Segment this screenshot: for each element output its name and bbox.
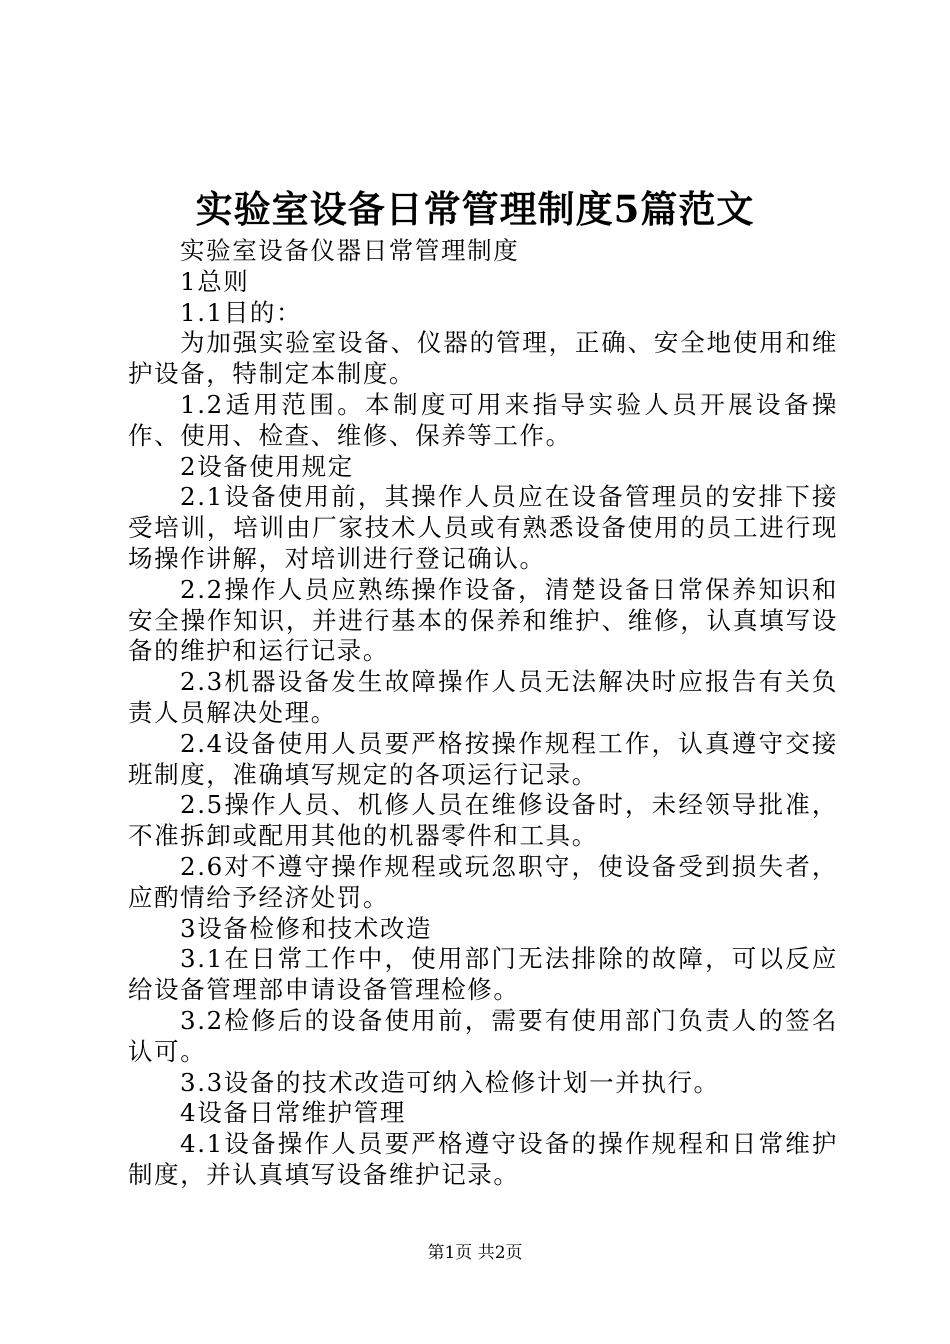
paragraph: 2.2操作人员应熟练操作设备，清楚设备日常保养知识和安全操作知识，并进行基本的保养和维护、维修，认真填写设备的维护和运行记录。 xyxy=(128,574,838,666)
section-heading: 3设备检修和技术改造 xyxy=(180,913,433,943)
paragraph: 4.1设备操作人员要严格遵守设备的操作规程和日常维护制度，并认真填写设备维护记录。 xyxy=(128,1129,838,1189)
paragraph: 2.6对不遵守操作规程或玩忽职守，使设备受到损失者，应酌情给予经济处罚。 xyxy=(128,851,838,912)
section-heading: 4设备日常维护管理 xyxy=(180,1098,406,1128)
paragraph: 2.3机器设备发生故障操作人员无法解决时应报告有关负责人员解决处理。 xyxy=(128,667,838,727)
paragraph: 2.5操作人员、机修人员在维修设备时，未经领导批准，不准拆卸或配用其他的机器零件和工具。 xyxy=(128,790,838,851)
subsection-heading: 1.1目的： xyxy=(180,297,303,327)
paragraph: 3.2检修后的设备使用前，需要有使用部门负责人的签名认可。 xyxy=(128,1005,838,1066)
paragraph: 3.3设备的技术改造可纳入检修计划一并执行。 xyxy=(180,1067,720,1097)
paragraph: 1.2适用范围。本制度可用来指导实验人员开展设备操作、使用、检查、维修、保养等工作。 xyxy=(128,389,838,450)
paragraph: 为加强实验室设备、仪器的管理，正确、安全地使用和维护设备，特制定本制度。 xyxy=(128,328,838,389)
document-body xyxy=(128,236,838,1191)
page-footer: 第1页 共2页 xyxy=(427,1243,523,1263)
section-heading: 2设备使用规定 xyxy=(180,451,354,481)
paragraph: 3.1在日常工作中，使用部门无法排除的故障，可以反应给设备管理部申请设备管理检修。 xyxy=(128,944,838,1005)
paragraph: 2.1设备使用前，其操作人员应在设备管理员的安排下接受培训，培训由厂家技术人员或有熟悉设备使用的员工进行现场操作讲解，对培训进行登记确认。 xyxy=(128,482,838,573)
document-title: 实验室设备日常管理制度5篇范文 xyxy=(195,187,755,231)
paragraph: 2.4设备使用人员要严格按操作规程工作，认真遵守交接班制度，准确填写规定的各项运行记录。 xyxy=(128,728,838,789)
section-heading: 1总则 xyxy=(180,266,250,296)
paragraph: 实验室设备仪器日常管理制度 xyxy=(180,236,520,265)
